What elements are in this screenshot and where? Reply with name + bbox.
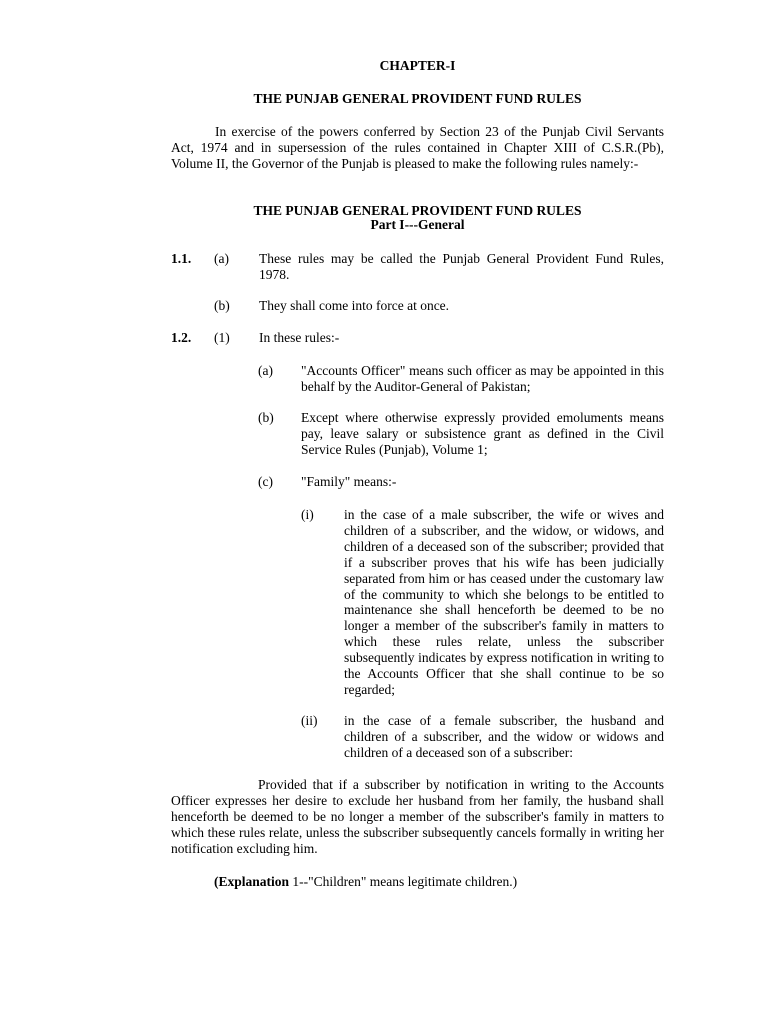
clause-label-1-2-1: (1): [214, 330, 230, 345]
rule-number-1-2: 1.2.: [171, 330, 192, 345]
intro-paragraph: In exercise of the powers conferred by Section 23 of the Punjab Civil Servants Act, 1974 and in supersession of the rules contained in Chapter XIII of C.S.R.(Pb), Volume II, the Governor of the Punjab is pleased to make the following rules namely:-: [171, 124, 664, 171]
clause-label-1-2-b: (b): [258, 410, 274, 425]
clause-label-1-1-b: (b): [214, 298, 230, 313]
part-title: Part I---General: [370, 217, 465, 232]
clause-label-1-2-c: (c): [258, 474, 273, 489]
clause-text-1-2-1: In these rules:-: [259, 330, 340, 345]
clause-text-1-2-c: "Family" means:-: [301, 474, 397, 489]
clause-text-1-2-b: Except where otherwise expressly provided emoluments means pay, leave salary or subsistence grant as defined in the Civil Service Rules (Punjab), Volume 1;: [301, 410, 664, 457]
chapter-heading: CHAPTER-I: [379, 58, 456, 73]
subclause-text-ii: in the case of a female subscriber, the husband and children of a subscriber, and the widow or widows and children of a deceased son of a subscriber:: [344, 713, 664, 760]
section-title: THE PUNJAB GENERAL PROVIDENT FUND RULES: [253, 203, 582, 218]
subclause-text-i: in the case of a male subscriber, the wife or wives and children of a subscriber, and the widow, or widows, and children of a deceased son of the subscriber; provided that if a subscriber proves that his wife has been judicially separated from him or has ceased under the customary law of the community to which she belongs to be entitled to maintenance she shall henceforth be deemed to be no longer a member of the subscriber's family in matters to which these rules relate, unless the subscriber subsequently indicates by express notification in writing to the Accounts Officer that she shall continue to be so regarded;: [344, 507, 664, 697]
explanation-line: [214, 874, 517, 890]
clause-text-1-1-a: These rules may be called the Punjab General Provident Fund Rules, 1978.: [259, 251, 664, 282]
proviso-paragraph: Provided that if a subscriber by notification in writing to the Accounts Officer expresses her desire to exclude her husband from her family, the husband shall henceforth be deemed to be no longer a member of the subscriber's family in matters to which these rules relate, unless the subscriber subsequently cancels formally in writing her notification excluding him.: [171, 777, 664, 856]
clause-label-1-1-a: (a): [214, 251, 229, 266]
subclause-label-ii: (ii): [301, 713, 318, 728]
rule-number-1-1: 1.1.: [171, 251, 192, 266]
clause-label-1-2-a: (a): [258, 363, 273, 378]
clause-text-1-2-a: "Accounts Officer" means such officer as may be appointed in this behalf by the Auditor-General of Pakistan;: [301, 363, 664, 394]
clause-text-1-1-b: They shall come into force at once.: [259, 298, 450, 313]
document-title: THE PUNJAB GENERAL PROVIDENT FUND RULES: [253, 91, 582, 106]
explanation-label: Explanation: [218, 874, 290, 889]
explanation-open-paren: (: [214, 874, 219, 889]
subclause-label-i: (i): [301, 507, 314, 522]
explanation-text: 1--"Children" means legitimate children.): [289, 874, 518, 889]
